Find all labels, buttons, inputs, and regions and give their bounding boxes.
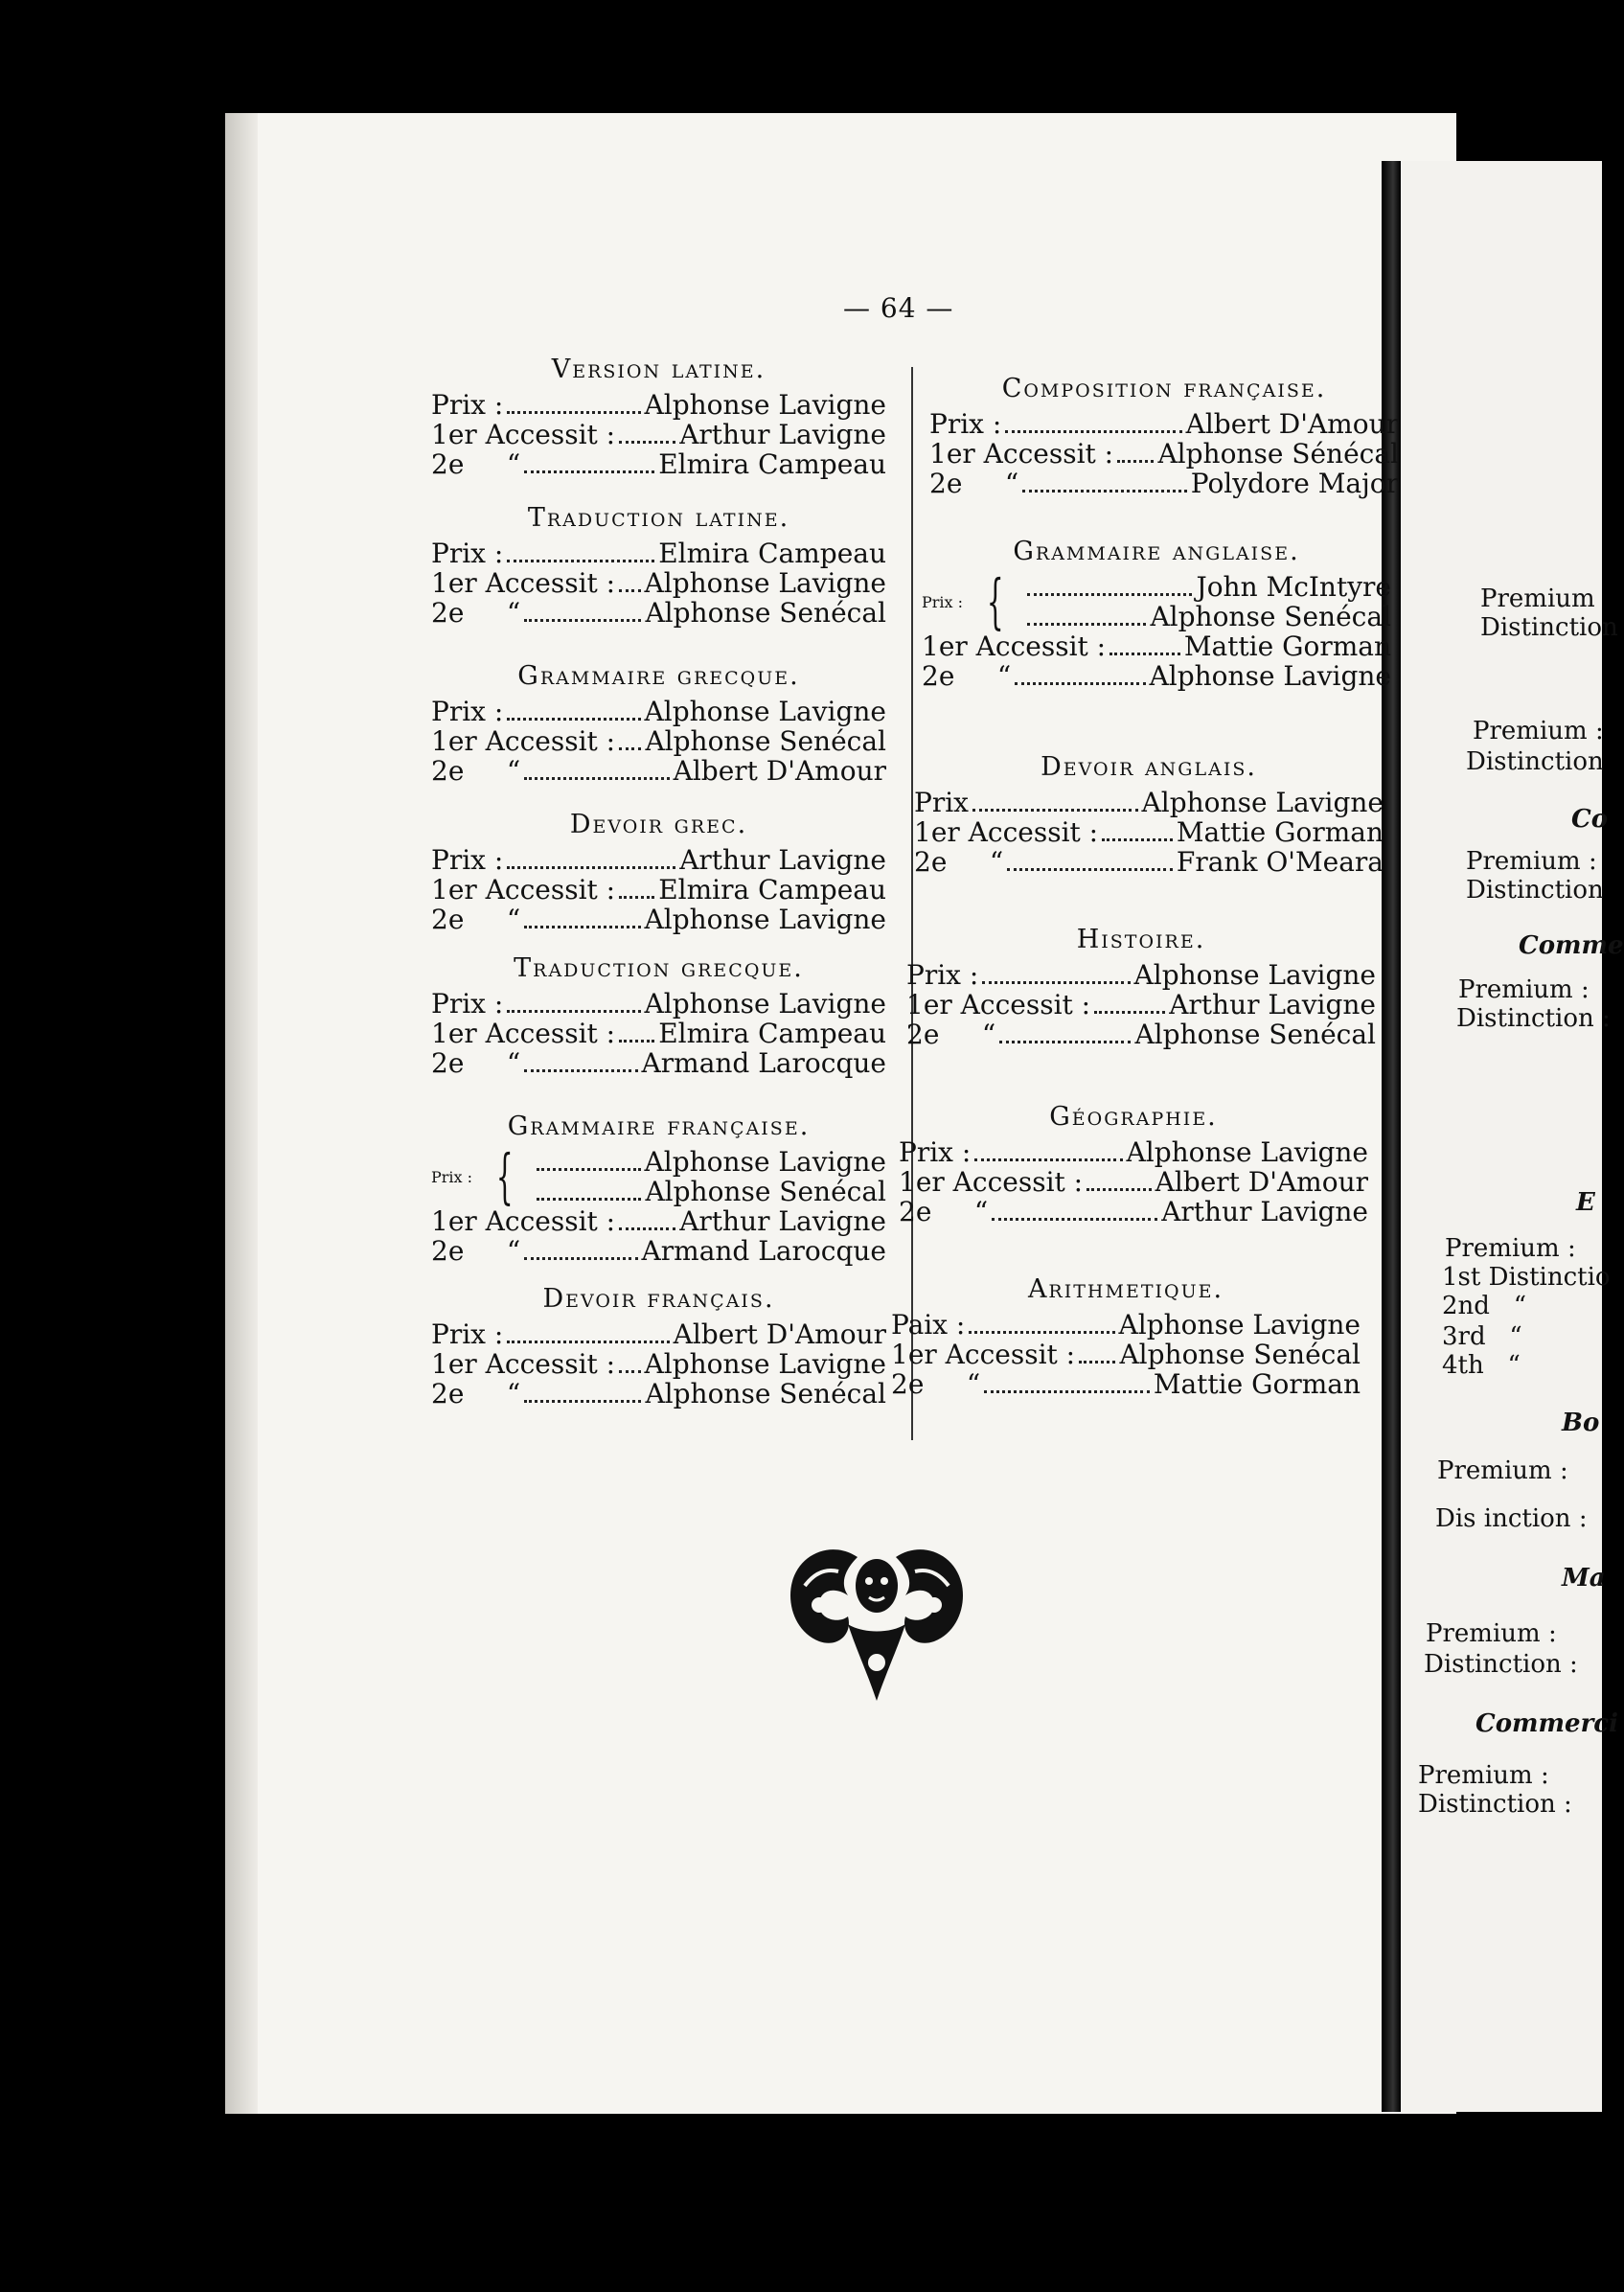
dot-leader <box>969 1331 1114 1334</box>
page-edge <box>225 113 258 2114</box>
award-label: Prix : <box>431 988 504 1020</box>
award-label: 2e “ <box>431 448 521 480</box>
facing-page-line: 4th “ <box>1442 1351 1521 1380</box>
section-title: Devoir français. <box>542 1284 775 1314</box>
facing-page-line: Commerci <box>1475 1709 1619 1738</box>
dot-leader <box>984 1390 1150 1393</box>
award-row <box>431 598 886 628</box>
award-row <box>431 1236 886 1266</box>
award-label: Prix : <box>929 408 1002 440</box>
facing-page-line: Distinction : <box>1424 1650 1578 1679</box>
award-row <box>431 726 886 756</box>
award-label: 2e “ <box>899 1196 989 1227</box>
facing-page-line: E <box>1576 1188 1595 1217</box>
facing-page-line: Premium : <box>1466 847 1597 876</box>
dot-leader <box>619 1040 654 1043</box>
award-row <box>891 1340 1361 1369</box>
award-section <box>431 953 886 1078</box>
section-title: Traduction grecque. <box>514 953 804 983</box>
winner-name: Alphonse Lavigne <box>1126 1136 1368 1168</box>
dot-leader <box>619 747 641 750</box>
facing-page-line: Premium : <box>1426 1619 1557 1648</box>
award-section <box>899 1102 1368 1226</box>
dot-leader <box>1079 1361 1115 1364</box>
award-label: 1er Accessit : <box>431 567 616 599</box>
award-label: Prix : <box>906 959 979 991</box>
section-title: Grammaire française. <box>507 1112 811 1141</box>
award-row <box>431 1379 886 1409</box>
winner-name: Mattie Gorman <box>1176 816 1384 848</box>
dot-leader <box>524 1257 637 1260</box>
award-row <box>899 1167 1368 1197</box>
winner-name: Alphonse Lavigne <box>1149 660 1391 692</box>
award-row <box>914 817 1384 847</box>
award-label: Prix : <box>922 592 964 611</box>
facing-page-line: Dis inction : <box>1435 1504 1588 1533</box>
dot-leader <box>1022 490 1187 493</box>
dot-leader <box>982 981 1130 984</box>
award-section <box>914 752 1384 877</box>
award-label: 2e “ <box>922 660 1012 692</box>
award-label: Prix : <box>431 696 504 727</box>
award-section <box>891 1274 1361 1399</box>
dot-leader <box>619 589 640 592</box>
dot-leader <box>507 866 675 869</box>
award-label: 2e “ <box>906 1019 996 1050</box>
winner-name: Alphonse Senécal <box>645 725 886 757</box>
section-title: Devoir anglais. <box>1041 752 1257 782</box>
winner-name: Alphonse Senécal <box>645 1176 886 1207</box>
award-label: 2e “ <box>431 1235 521 1267</box>
award-label: 1er Accessit : <box>906 989 1091 1020</box>
winner-name: Alphonse Lavigne <box>644 1348 886 1380</box>
dot-leader <box>1117 460 1154 463</box>
award-row <box>431 845 886 875</box>
winner-name: Alphonse Senécal <box>645 1378 886 1410</box>
page-number: — 64 — <box>843 292 954 324</box>
dot-leader <box>992 1218 1157 1221</box>
dot-leader <box>1007 868 1173 871</box>
dot-leader <box>619 1227 675 1230</box>
winner-name: Frank O'Meara <box>1176 846 1384 878</box>
award-row <box>431 905 886 934</box>
dot-leader <box>999 1041 1131 1043</box>
winner-name: John McIntyre <box>1196 571 1391 603</box>
dot-leader <box>507 560 654 562</box>
dot-leader <box>1005 430 1181 433</box>
winner-name: Alphonse Lavigne <box>1133 959 1376 991</box>
award-row <box>533 1147 886 1177</box>
dot-leader <box>524 777 669 780</box>
award-label: 2e “ <box>431 597 521 629</box>
award-row <box>431 1349 886 1379</box>
award-row <box>1023 602 1391 631</box>
section-title: Géographie. <box>1049 1102 1218 1132</box>
dot-leader <box>974 1158 1122 1161</box>
award-section <box>922 537 1391 691</box>
award-row <box>431 420 886 449</box>
winner-name: Elmira Campeau <box>658 1018 886 1049</box>
winner-name: Alphonse Lavigne <box>1118 1309 1361 1341</box>
award-label: Prix : <box>431 844 504 876</box>
facing-page-line: 2nd “ <box>1442 1292 1527 1320</box>
winner-name: Elmira Campeau <box>658 874 886 905</box>
award-row <box>431 449 886 479</box>
winner-name: Alphonse Senécal <box>1134 1019 1376 1050</box>
winner-name: Arthur Lavigne <box>1169 989 1376 1020</box>
award-label: 2e “ <box>431 1047 521 1079</box>
winner-name: Arthur Lavigne <box>1161 1196 1368 1227</box>
facing-page-line: Premium : <box>1445 1234 1576 1263</box>
award-row <box>906 990 1376 1020</box>
award-row <box>891 1369 1361 1399</box>
award-row <box>533 1177 886 1206</box>
winner-name: Elmira Campeau <box>658 448 886 480</box>
facing-page-line: Premium <box>1480 584 1595 613</box>
dot-leader <box>1109 653 1180 655</box>
facing-page-line: Premium : <box>1418 1761 1549 1790</box>
award-label: Prix : <box>431 1318 504 1350</box>
facing-page-line: Distinction <box>1466 747 1604 776</box>
facing-page-line: 1st Distinctio <box>1442 1263 1611 1292</box>
winner-name: Alphonse Senécal <box>1150 601 1391 632</box>
award-row <box>899 1137 1368 1167</box>
dot-leader <box>619 1370 640 1373</box>
award-section <box>929 374 1399 498</box>
award-section <box>906 925 1376 1049</box>
dot-leader <box>1094 1011 1165 1014</box>
tied-names <box>533 1147 886 1206</box>
winner-name: Alphonse Senécal <box>645 597 886 629</box>
decorative-ornament <box>781 1528 972 1706</box>
award-row <box>929 439 1399 469</box>
award-label: 1er Accessit : <box>431 1205 616 1237</box>
winner-name: Armand Larocque <box>641 1235 886 1267</box>
dot-leader <box>537 1168 640 1171</box>
dot-leader <box>1027 593 1192 596</box>
section-title: Composition française. <box>1001 374 1327 403</box>
winner-name: Alphonse Lavigne <box>1141 787 1384 818</box>
winner-name: Alphonse Lavigne <box>644 1146 886 1178</box>
facing-page-line: Premium : <box>1458 975 1590 1004</box>
winner-name: Arthur Lavigne <box>679 1205 886 1237</box>
award-label: 2e “ <box>914 846 1004 878</box>
tied-names <box>1023 572 1391 631</box>
award-label: 2e “ <box>431 755 521 787</box>
award-row <box>906 960 1376 990</box>
winner-name: Albert D'Amour <box>673 1318 886 1350</box>
award-row <box>929 469 1399 498</box>
award-label: 1er Accessit : <box>922 630 1107 662</box>
winner-name: Polydore Major <box>1190 468 1399 499</box>
award-row <box>431 568 886 598</box>
dot-leader <box>524 470 654 473</box>
award-section <box>431 355 886 479</box>
tied-prize <box>431 1141 886 1211</box>
award-row <box>914 788 1384 817</box>
section-title: Grammaire grecque. <box>517 661 800 691</box>
facing-page-line: Distinction <box>1466 876 1604 905</box>
dot-leader <box>1027 623 1146 626</box>
award-row <box>1023 572 1391 602</box>
dot-leader <box>524 926 640 928</box>
award-row <box>914 847 1384 877</box>
award-section <box>431 1112 886 1266</box>
award-label: 1er Accessit : <box>431 725 616 757</box>
award-label: Prix <box>914 787 969 818</box>
award-row <box>906 1020 1376 1049</box>
winner-name: Albert D'Amour <box>1155 1166 1368 1198</box>
brace-symbol: { <box>986 566 1004 636</box>
dot-leader <box>524 1400 641 1403</box>
winner-name: Alphonse Lavigne <box>644 904 886 935</box>
winner-name: Alphonse Senécal <box>1119 1339 1361 1370</box>
facing-page-line: Ma <box>1562 1564 1606 1593</box>
award-label: 1er Accessit : <box>899 1166 1084 1198</box>
award-label: 1er Accessit : <box>431 874 616 905</box>
facing-page-line: Distinction <box>1480 613 1618 642</box>
award-row <box>929 409 1399 439</box>
award-label: 2e “ <box>431 1378 521 1410</box>
facing-page-line: Distinction : <box>1418 1790 1572 1819</box>
facing-page-line: Premium : <box>1437 1456 1568 1485</box>
award-label: Paix : <box>891 1309 966 1341</box>
award-section <box>431 810 886 934</box>
facing-page-line: Premium : <box>1473 717 1604 745</box>
award-section <box>431 503 886 628</box>
section-title: Arithmetique. <box>1027 1274 1224 1304</box>
facing-page-line: Bo <box>1562 1409 1600 1437</box>
award-label: 1er Accessit : <box>914 816 1099 848</box>
award-row <box>899 1197 1368 1226</box>
dot-leader <box>507 1010 640 1013</box>
section-title: Devoir grec. <box>569 810 748 839</box>
dot-leader <box>507 1341 669 1343</box>
award-row <box>431 1019 886 1048</box>
dot-leader <box>507 718 640 721</box>
brace-symbol: { <box>495 1141 514 1211</box>
award-label: 2e “ <box>891 1368 981 1400</box>
award-row <box>431 539 886 568</box>
winner-name: Alphonse Lavigne <box>644 696 886 727</box>
section-title: Version latine. <box>551 355 766 384</box>
award-section <box>431 661 886 786</box>
dot-leader <box>619 441 675 444</box>
facing-page-line: Comme <box>1519 931 1624 960</box>
dot-leader <box>619 896 654 899</box>
section-title: Grammaire anglaise. <box>1013 537 1300 566</box>
winner-name: Alphonse Lavigne <box>644 988 886 1020</box>
award-row <box>922 661 1391 691</box>
award-label: 1er Accessit : <box>929 438 1114 470</box>
award-row <box>431 875 886 905</box>
section-title: Histoire. <box>1076 925 1206 954</box>
winner-name: Mattie Gorman <box>1183 630 1391 662</box>
facing-page <box>1401 161 1602 2112</box>
tied-prize <box>922 566 1391 636</box>
award-row <box>431 1048 886 1078</box>
dot-leader <box>537 1198 641 1201</box>
dot-leader <box>1102 838 1173 841</box>
award-row <box>431 756 886 786</box>
award-section <box>431 1284 886 1409</box>
dot-leader <box>1086 1188 1151 1191</box>
dot-leader <box>524 619 641 622</box>
winner-name: Arthur Lavigne <box>679 419 886 450</box>
facing-page-line: Co <box>1571 805 1609 834</box>
winner-name: Alphonse Lavigne <box>644 567 886 599</box>
winner-name: Arthur Lavigne <box>679 844 886 876</box>
facing-page-line: 3rd “ <box>1442 1322 1522 1351</box>
award-row <box>431 1319 886 1349</box>
award-label: 1er Accessit : <box>431 1018 616 1049</box>
award-label: 2e “ <box>431 904 521 935</box>
winner-name: Armand Larocque <box>641 1047 886 1079</box>
section-title: Traduction latine. <box>527 503 790 533</box>
facing-page-line: Distinction : <box>1456 1004 1611 1033</box>
dot-leader <box>524 1069 637 1072</box>
dot-leader <box>507 411 640 414</box>
award-label: 1er Accessit : <box>891 1339 1076 1370</box>
award-label: Prix : <box>431 1167 473 1186</box>
award-label: Prix : <box>431 389 504 421</box>
dot-leader <box>972 809 1138 812</box>
dot-leader <box>1015 682 1145 685</box>
winner-name: Albert D'Amour <box>673 755 886 787</box>
award-label: Prix : <box>431 538 504 569</box>
winner-name: Elmira Campeau <box>658 538 886 569</box>
award-row <box>431 989 886 1019</box>
winner-name: Mattie Gorman <box>1153 1368 1361 1400</box>
award-label: Prix : <box>899 1136 972 1168</box>
award-label: 1er Accessit : <box>431 419 616 450</box>
winner-name: Albert D'Amour <box>1185 408 1399 440</box>
winner-name: Alphonse Sénécal <box>1157 438 1399 470</box>
winner-name: Alphonse Lavigne <box>644 389 886 421</box>
award-row <box>431 390 886 420</box>
award-label: 2e “ <box>929 468 1019 499</box>
award-row <box>891 1310 1361 1340</box>
award-row <box>431 697 886 726</box>
award-label: 1er Accessit : <box>431 1348 616 1380</box>
